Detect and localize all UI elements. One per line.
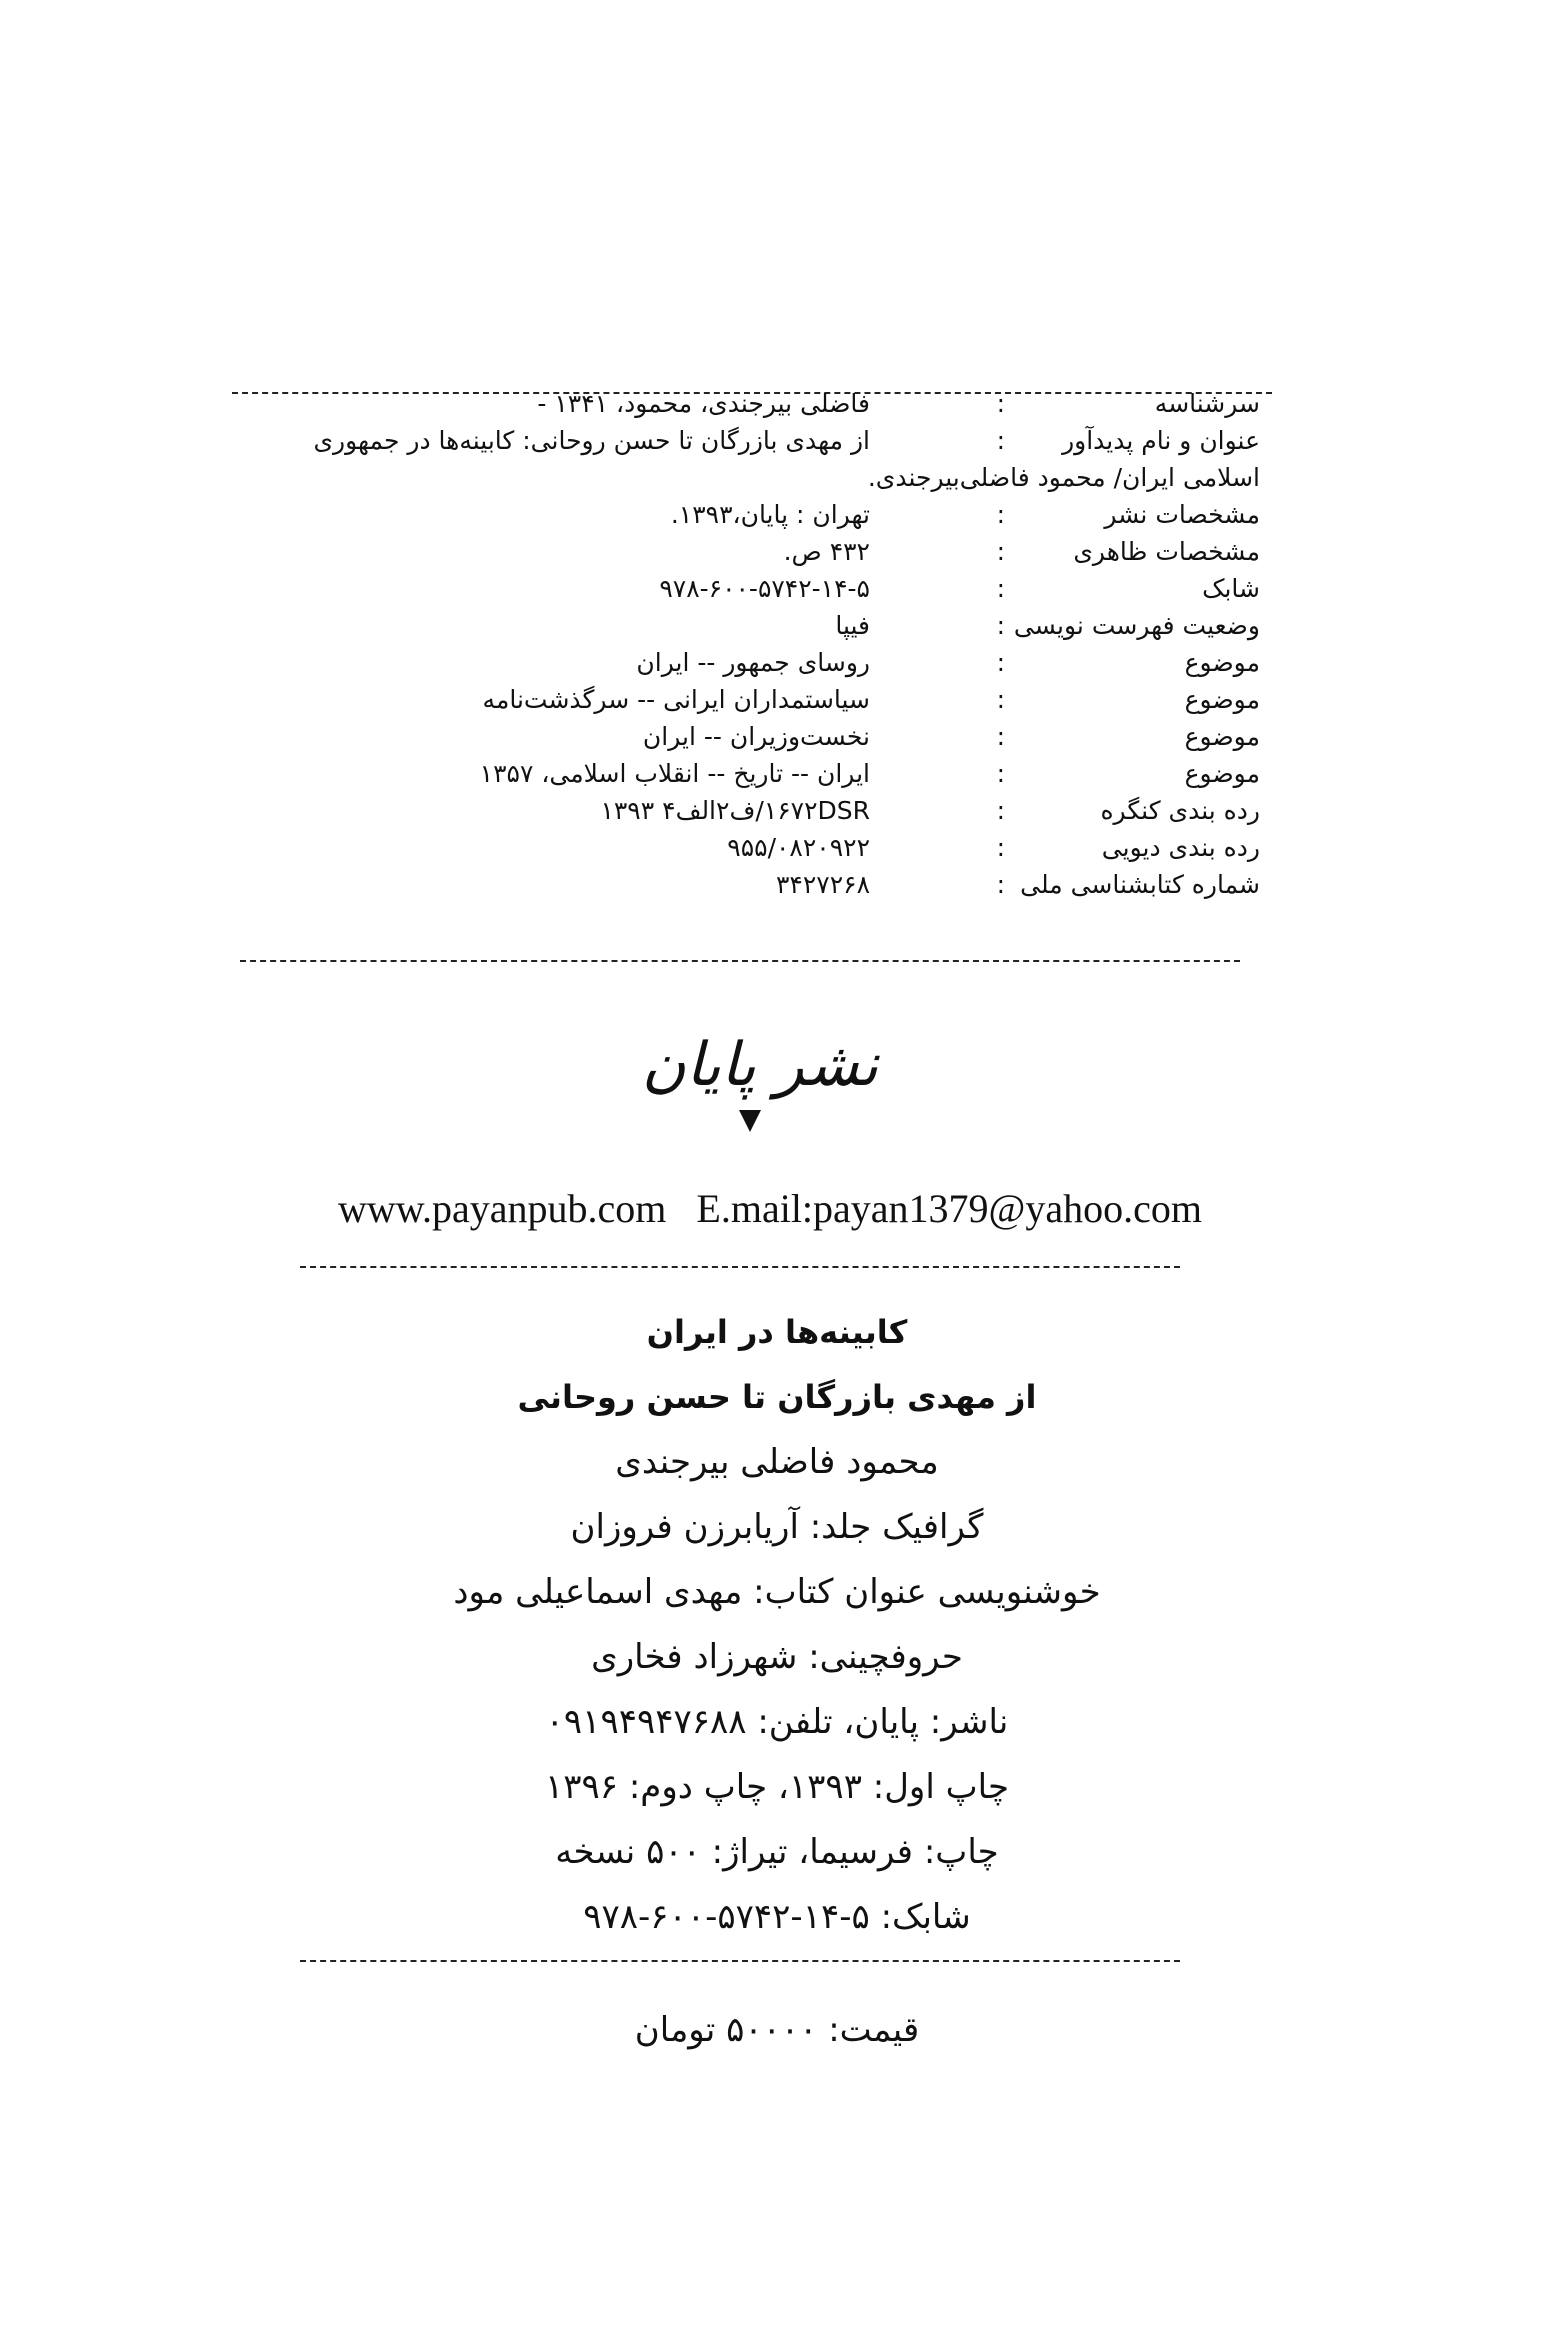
catalog-label: شماره کتابشناسی ملی: [1020, 870, 1260, 899]
book-title: کابینه‌ها در ایران: [646, 1313, 908, 1351]
catalog-label: وضعیت فهرست نویسی: [1013, 611, 1260, 640]
catalog-colon: :: [996, 389, 1005, 418]
catalog-colon: :: [996, 574, 1005, 603]
catalog-label: شابک: [1202, 574, 1260, 603]
catalog-colon: :: [996, 796, 1005, 825]
divider-price: [300, 1960, 1180, 1962]
catalog-value: تهران : پایان،۱۳۹۳.: [670, 500, 870, 529]
catalog-label: موضوع: [1184, 685, 1260, 714]
catalog-label: موضوع: [1184, 648, 1260, 677]
catalog-colon: :: [996, 611, 1005, 640]
cover-design: گرافیک جلد: آریابرزن فروزان: [570, 1507, 984, 1547]
catalog-value: اسلامی ایران/ محمود فاضلی‌بیرجندی.: [867, 463, 1260, 492]
contact-line: [270, 1185, 1270, 1232]
isbn: شابک: ۵-۱۴-۵۷۴۲-۶۰۰-۹۷۸: [583, 1897, 971, 1937]
catalog-row: [250, 644, 1260, 681]
catalog-record: [250, 385, 1260, 903]
catalog-row: [250, 681, 1260, 718]
calligraphy: خوشنویسی عنوان کتاب: مهدی اسماعیلی مود: [453, 1572, 1101, 1612]
catalog-value: ۹۷۸-۶۰۰-۵۷۴۲-۱۴-۵: [659, 574, 870, 603]
catalog-row: [250, 792, 1260, 829]
catalog-value: ۴۳۲ ص.: [783, 537, 870, 566]
catalog-colon: :: [996, 722, 1005, 751]
catalog-row: [250, 385, 1260, 422]
catalog-value: فاضلی بیرجندی، محمود، ۱۳۴۱ -: [537, 389, 870, 418]
catalog-label: عنوان و نام پدیدآور: [1062, 426, 1260, 455]
catalog-value: ۱۶۷۲DSR/ف۲الف۴ ۱۳۹۳: [600, 796, 870, 825]
catalog-row: [250, 829, 1260, 866]
price: قیمت: ۵۰۰۰۰ تومان: [634, 2010, 920, 2050]
catalog-value: از مهدی بازرگان تا حسن روحانی: کابینه‌ها در جمهوری: [313, 426, 870, 455]
author: محمود فاضلی بیرجندی: [615, 1442, 939, 1482]
catalog-row: [250, 607, 1260, 644]
divider-catalog-bottom: [240, 960, 1240, 962]
editions: چاپ اول: ۱۳۹۳، چاپ دوم: ۱۳۹۶: [545, 1767, 1009, 1807]
catalog-row: [250, 496, 1260, 533]
catalog-value: سیاستمداران ایرانی -- سرگذشت‌نامه: [482, 685, 870, 714]
catalog-label: سرشناسه: [1154, 389, 1260, 418]
catalog-label: مشخصات ظاهری: [1073, 537, 1260, 566]
catalog-value: ۳۴۲۷۲۶۸: [776, 870, 870, 899]
catalog-value: ۹۵۵/۰۸۲۰۹۲۲: [727, 833, 870, 862]
website-link[interactable]: www.payanpub.com: [337, 1186, 667, 1231]
logo-text: نشر پایان: [641, 1030, 879, 1100]
catalog-colon: :: [996, 759, 1005, 788]
catalog-row: [250, 533, 1260, 570]
catalog-label: موضوع: [1184, 759, 1260, 788]
catalog-label: رده بندی کنگره: [1100, 796, 1260, 825]
catalog-row: [250, 755, 1260, 792]
catalog-colon: :: [996, 648, 1005, 677]
logo-triangle-icon: [739, 1110, 761, 1132]
catalog-label: مشخصات نشر: [1104, 500, 1260, 529]
catalog-colon: :: [996, 537, 1005, 566]
catalog-row: [250, 570, 1260, 607]
catalog-colon: :: [996, 833, 1005, 862]
catalog-row: [250, 718, 1260, 755]
catalog-row: [250, 459, 1260, 496]
catalog-colon: :: [996, 500, 1005, 529]
catalog-colon: :: [996, 870, 1005, 899]
catalog-row: [250, 422, 1260, 459]
book-subtitle: از مهدی بازرگان تا حسن روحانی: [517, 1378, 1037, 1416]
email-link[interactable]: E.mail:payan1379@yahoo.com: [696, 1186, 1203, 1231]
printing: چاپ: فرسیما، تیراژ: ۵۰۰ نسخه: [555, 1832, 999, 1872]
catalog-value: نخست‌وزیران -- ایران: [642, 722, 870, 751]
credits-block: [277, 1300, 1277, 1950]
divider-contact: [300, 1266, 1180, 1268]
catalog-label: رده بندی دیویی: [1101, 833, 1260, 862]
catalog-colon: :: [996, 685, 1005, 714]
catalog-row: [250, 866, 1260, 903]
publisher-logo: [600, 1020, 920, 1150]
catalog-value: روسای جمهور -- ایران: [636, 648, 870, 677]
catalog-value: فیپا: [835, 611, 870, 640]
catalog-label: موضوع: [1184, 722, 1260, 751]
catalog-value: ایران -- تاریخ -- انقلاب اسلامی، ۱۳۵۷: [479, 759, 870, 788]
publisher-phone: ناشر: پایان، تلفن: ۰۹۱۹۴۹۴۷۶۸۸: [545, 1702, 1009, 1742]
typesetting: حروفچینی: شهرزاد فخاری: [591, 1637, 963, 1677]
catalog-colon: :: [996, 426, 1005, 455]
